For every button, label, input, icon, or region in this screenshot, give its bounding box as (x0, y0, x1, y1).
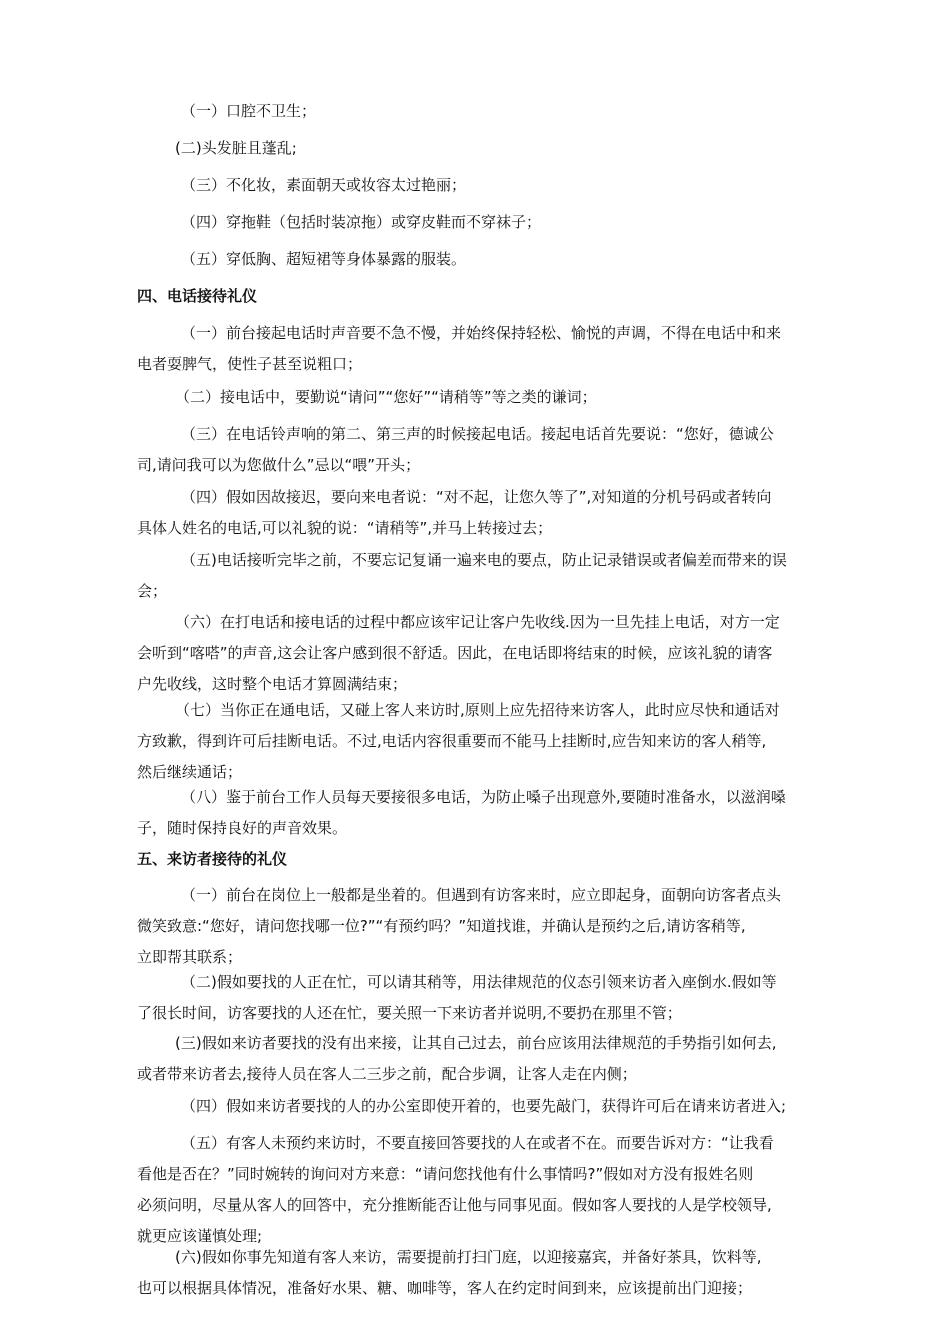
list-item: （二)假如要找的人正在忙，可以请其稍等，用法律规范的仪态引领来访者入座倒水.假如等 了很长时间，访客要找的人还在忙，要关照一下来访者并说明,不要扔在那里不管； (137, 973, 777, 1022)
section-heading: 四、电话接待礼仪 (137, 287, 258, 305)
list-item: （六）在打电话和接电话的过程中都应该牢记让客户先收线.因为一旦先挂上电话，对方一定 会听到“喀嗒”的声音,这会让客户感到很不舒适。因此，在电话即将结束的时候，应该礼貌的请客 户先收线，这时整个电话才算圆满结束； (137, 613, 780, 693)
list-item: （七）当你正在通电话，又碰上客人来访时,原则上应先招待来访客人，此时应尽快和通话对 方致歉，得到许可后挂断电话。不过,电话内容很重要而不能马上挂断时,应告知来访的客人稍等, 然后继续通话； (137, 701, 780, 781)
list-item: (三)假如来访者要找的没有出来接，让其自己过去，前台应该用法律规范的手势指引如何去, 或者带来访者去,接待人员在客人二三步之前，配合步调，让客人走在内侧； (137, 1034, 777, 1083)
list-item: （四）穿拖鞋（包括时装凉拖）或穿皮鞋而不穿袜子； (181, 213, 542, 231)
list-item: （三）不化妆，素面朝天或妆容太过艳丽； (181, 176, 467, 194)
list-item: (六)假如你事先知道有客人来访，需要提前打扫门庭，以迎接嘉宾，并备好茶具，饮料等, 也可以根据具体情况，准备好水果、糖、咖啡等，客人在约定时间到来，应该提前出门迎接； (137, 1248, 762, 1297)
list-item: (二)头发脏且蓬乱; (175, 139, 297, 157)
list-item: （二）接电话中，要勤说“请问”“您好”“请稍等”等之类的谦词； (175, 388, 597, 406)
list-item: （一）前台接起电话时声音要不急不慢，并始终保持轻松、愉悦的声调，不得在电话中和来 电者耍脾气，使性子甚至说粗口； (137, 324, 782, 373)
list-item: （四）假如来访者要找的人的办公室即使开着的，也要先敲门，获得许可后在请来访者进入; (181, 1097, 787, 1115)
list-item: （一）口腔不卫生； (181, 102, 317, 120)
section-heading: 五、来访者接待的礼仪 (137, 850, 288, 868)
list-item: （三）在电话铃声响的第二、第三声的时候接起电话。接起电话首先要说：“您好，德诚公 司,请问我可以为您做什么”忌以“喂”开头； (137, 425, 774, 474)
list-item: （五)电话接听完毕之前，不要忘记复诵一遍来电的要点，防止记录错误或者偏差而带来的误 会； (137, 551, 787, 600)
list-item: （一）前台在岗位上一般都是坐着的。但遇到有访客来时，应立即起身，面朝向访客者点头 微笑致意:“您好，请问您找哪一位?”“有预约吗？”知道找谁，并确认是预约之后,请访客稍等, 立即帮其联系； (137, 886, 782, 966)
list-item: （五）有客人未预约来访时，不要直接回答要找的人在或者不在。而要告诉对方：“让我看 看他是否在？”同时婉转的询问对方来意：“请问您找他有什么事情吗?”假如对方没有报姓名则 必须问明，尽量从客人的回答中，充分推断能否让他与同事见面。假如客人要找的人是学校领导, 就更应该谨慎处理; (137, 1134, 774, 1245)
list-item: （四）假如因故接迟，要向来电者说：“对不起，让您久等了”,对知道的分机号码或者转向 具体人姓名的电话,可以礼貌的说：“请稍等”,并马上转接过去； (137, 488, 772, 537)
list-item: （五）穿低胸、超短裙等身体暴露的服装。 (181, 250, 467, 268)
list-item: （八）鉴于前台工作人员每天要接很多电话，为防止嗓子出现意外,要随时准备水，以滋润嗓 子，随时保持良好的声音效果。 (137, 788, 786, 837)
